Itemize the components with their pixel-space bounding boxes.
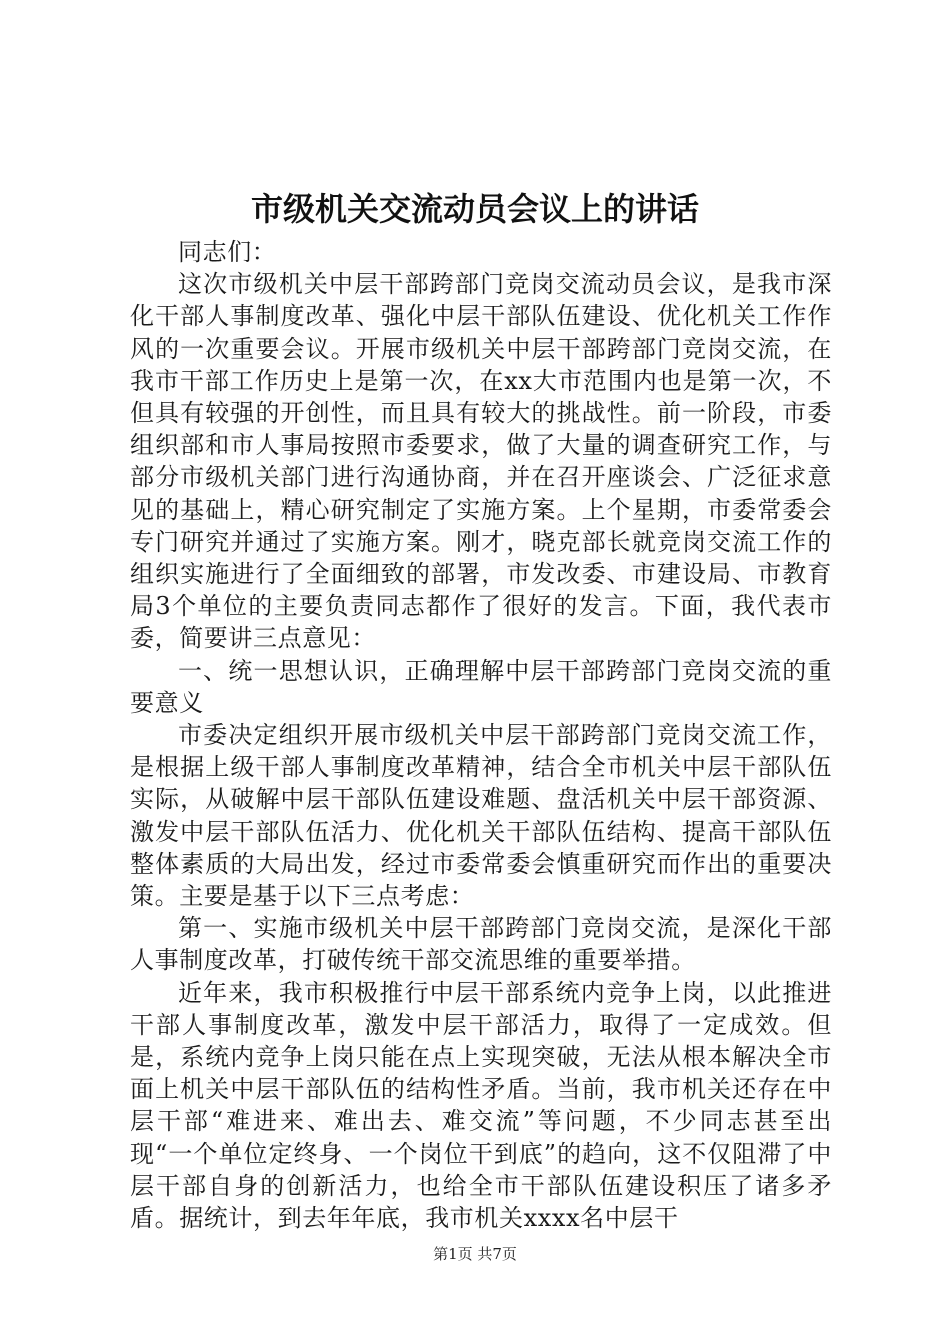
salutation: 同志们： — [178, 238, 277, 266]
body-paragraph: 第一、实施市级机关中层干部跨部门竞岗交流，是深化干部人事制度改革，打破传统干部交流思维的重要举措。 — [130, 914, 832, 975]
document-title: 市级机关交流动员会议上的讲话 — [250, 190, 699, 228]
body-paragraph: 这次市级机关中层干部跨部门竞岗交流动员会议，是我市深化干部人事制度改革、强化中层干部队伍建设、优化机关工作作风的一次重要会议。开展市级机关中层干部跨部门竞岗交流，在我市干部工作历史上是第一次，在xx大市范围内也是第一次，不但具有较强的开创性，而且具有较大的挑战性。前一阶段，市委组织部和市人事局按照市委要求，做了大量的调查研究工作，与部分市级机关部门进行沟通协商，并在召开座谈会、广泛征求意见的基础上，精心研究制定了实施方案。上个星期，市委常委会专门研究并通过了实施方案。刚才，晓克部长就竞岗交流工作的组织实施进行了全面细致的部署，市发改委、市建设局、市教育局3个单位的主要负责同志都作了很好的发言。下面，我代表市委，简要讲三点意见： — [130, 270, 832, 653]
body-paragraph: 近年来，我市积极推行中层干部系统内竞争上岗，以此推进干部人事制度改革，激发中层干部活力，取得了一定成效。但是，系统内竞争上岗只能在点上实现突破，无法从根本解决全市面上机关中层干部队伍的结构性矛盾。当前，我市机关还存在中层干部“难进来、难出去、难交流”等问题，不少同志甚至出现“一个单位定终身、一个岗位干到底”的趋向，这不仅阻滞了中层干部自身的创新活力，也给全市干部队伍建设积压了诸多矛盾。据统计，到去年年底，我市机关xxxx名中层干 — [130, 978, 832, 1233]
document-body — [130, 236, 832, 1234]
body-paragraph: 市委决定组织开展市级机关中层干部跨部门竞岗交流工作，是根据上级干部人事制度改革精神，结合全市机关中层干部队伍实际，从破解中层干部队伍建设难题、盘活机关中层干部资源、激发中层干部队伍活力、优化机关干部队伍结构、提高干部队伍整体素质的大局出发，经过市委常委会慎重研究而作出的重要决策。主要是基于以下三点考虑： — [130, 721, 832, 911]
page-footer: 第1页 共7页 — [433, 1245, 517, 1263]
section-heading: 一、统一思想认识，正确理解中层干部跨部门竞岗交流的重要意义 — [130, 656, 832, 717]
